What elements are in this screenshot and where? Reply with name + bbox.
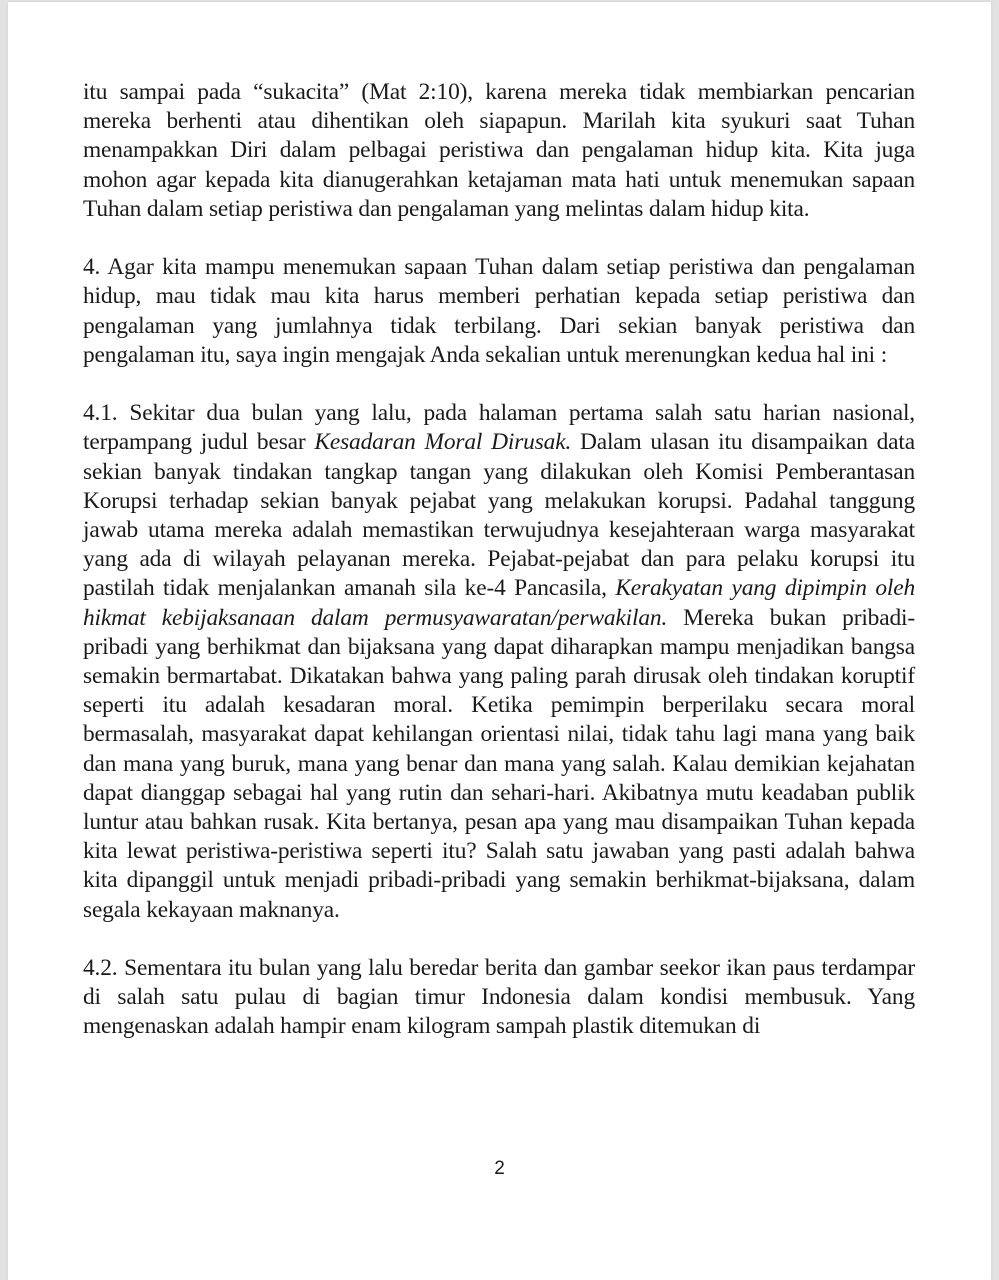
paragraph-text: 4.2. Sementara itu bulan yang lalu beredar berita dan gambar seekor ikan paus terdampar di salah satu pulau di bagian timur Indonesia dalam kondisi membusuk. Yang mengenaskan adalah hampir enam kilogram sampah plastik ditemukan di (83, 955, 915, 1040)
paragraph-point-4-1 (83, 399, 915, 925)
pancasila-quote: Kerakyatan yang dipimpin oleh hikmat kebijaksanaan dalam permusyawaratan/perwakilan. (83, 575, 915, 631)
headline-title: Kesadaran Moral Dirusak. (314, 429, 572, 456)
paragraph-point-4-2 (83, 954, 915, 1042)
paragraph-closing-reflection (83, 78, 915, 224)
paragraph-text: Mereka bukan pribadi-pribadi yang berhikmat dan bijaksana yang dapat diharapkan mampu menjadikan bangsa semakin bermartabat. Dikatakan bahwa yang paling parah dirusak oleh tindakan koruptif seperti itu adalah kesadaran moral. Ketika pemimpin berperilaku secara moral bermasalah, masyarakat dapat kehilangan orientasi nilai, tidak tahu lagi mana yang baik dan mana yang buruk, mana yang benar dan mana yang salah. Kalau demikian kejahatan dapat dianggap sebagai hal yang rutin dan sehari-hari. Akibatnya mutu keadaban publik luntur atau bahkan rusak. Kita bertanya, pesan apa yang mau disampaikan Tuhan kepada kita lewat peristiwa-peristiwa seperti itu? Salah satu jawaban yang pasti adalah bahwa kita dipanggil untuk menjadi pribadi-pribadi yang semakin berhikmat-bijaksana, dalam segala kekayaan maknanya. (83, 604, 915, 923)
document-page (8, 2, 991, 1280)
paragraph-text: 4. Agar kita mampu menemukan sapaan Tuhan dalam setiap peristiwa dan pengalaman hidup, mau tidak mau kita harus memberi perhatian kepada setiap peristiwa dan pengalaman yang jumlahnya tidak terbilang. Dari sekian banyak peristiwa dan pengalaman itu, saya ingin mengajak Anda sekalian untuk merenungkan kedua hal ini : (83, 254, 915, 368)
paragraph-text: itu sampai pada “sukacita” (Mat 2:10), karena mereka tidak membiarkan pencarian mereka berhenti atau dihentikan oleh siapapun. Marilah kita syukuri saat Tuhan menampakkan Diri dalam pelbagai peristiwa dan pengalaman hidup kita. Kita juga mohon agar kepada kita dianugerahkan ketajaman mata hati untuk menemukan sapaan Tuhan dalam setiap peristiwa dan pengalaman yang melintas dalam hidup kita. (83, 79, 915, 222)
paragraph-point-4 (83, 253, 915, 370)
paragraph-text: 4.1. Sekitar dua bulan yang lalu, pada halaman pertama salah satu harian nasional, terpampang judul besar (83, 400, 915, 456)
paragraph-text: Dalam ulasan itu disampaikan data sekian banyak tindakan tangkap tangan yang dilakukan oleh Komisi Pemberantasan Korupsi terhadap sekian banyak pejabat yang melakukan korupsi. Padahal tanggung jawab utama mereka adalah memastikan terwujudnya kesejahteraan warga masyarakat yang ada di wilayah pelayanan mereka. Pejabat-pejabat dan para pelaku korupsi itu pastilah tidak menjalankan amanah sila ke-4 Pancasila, (83, 429, 915, 602)
page-number: 2 (494, 1158, 505, 1179)
page-body (83, 78, 915, 1042)
